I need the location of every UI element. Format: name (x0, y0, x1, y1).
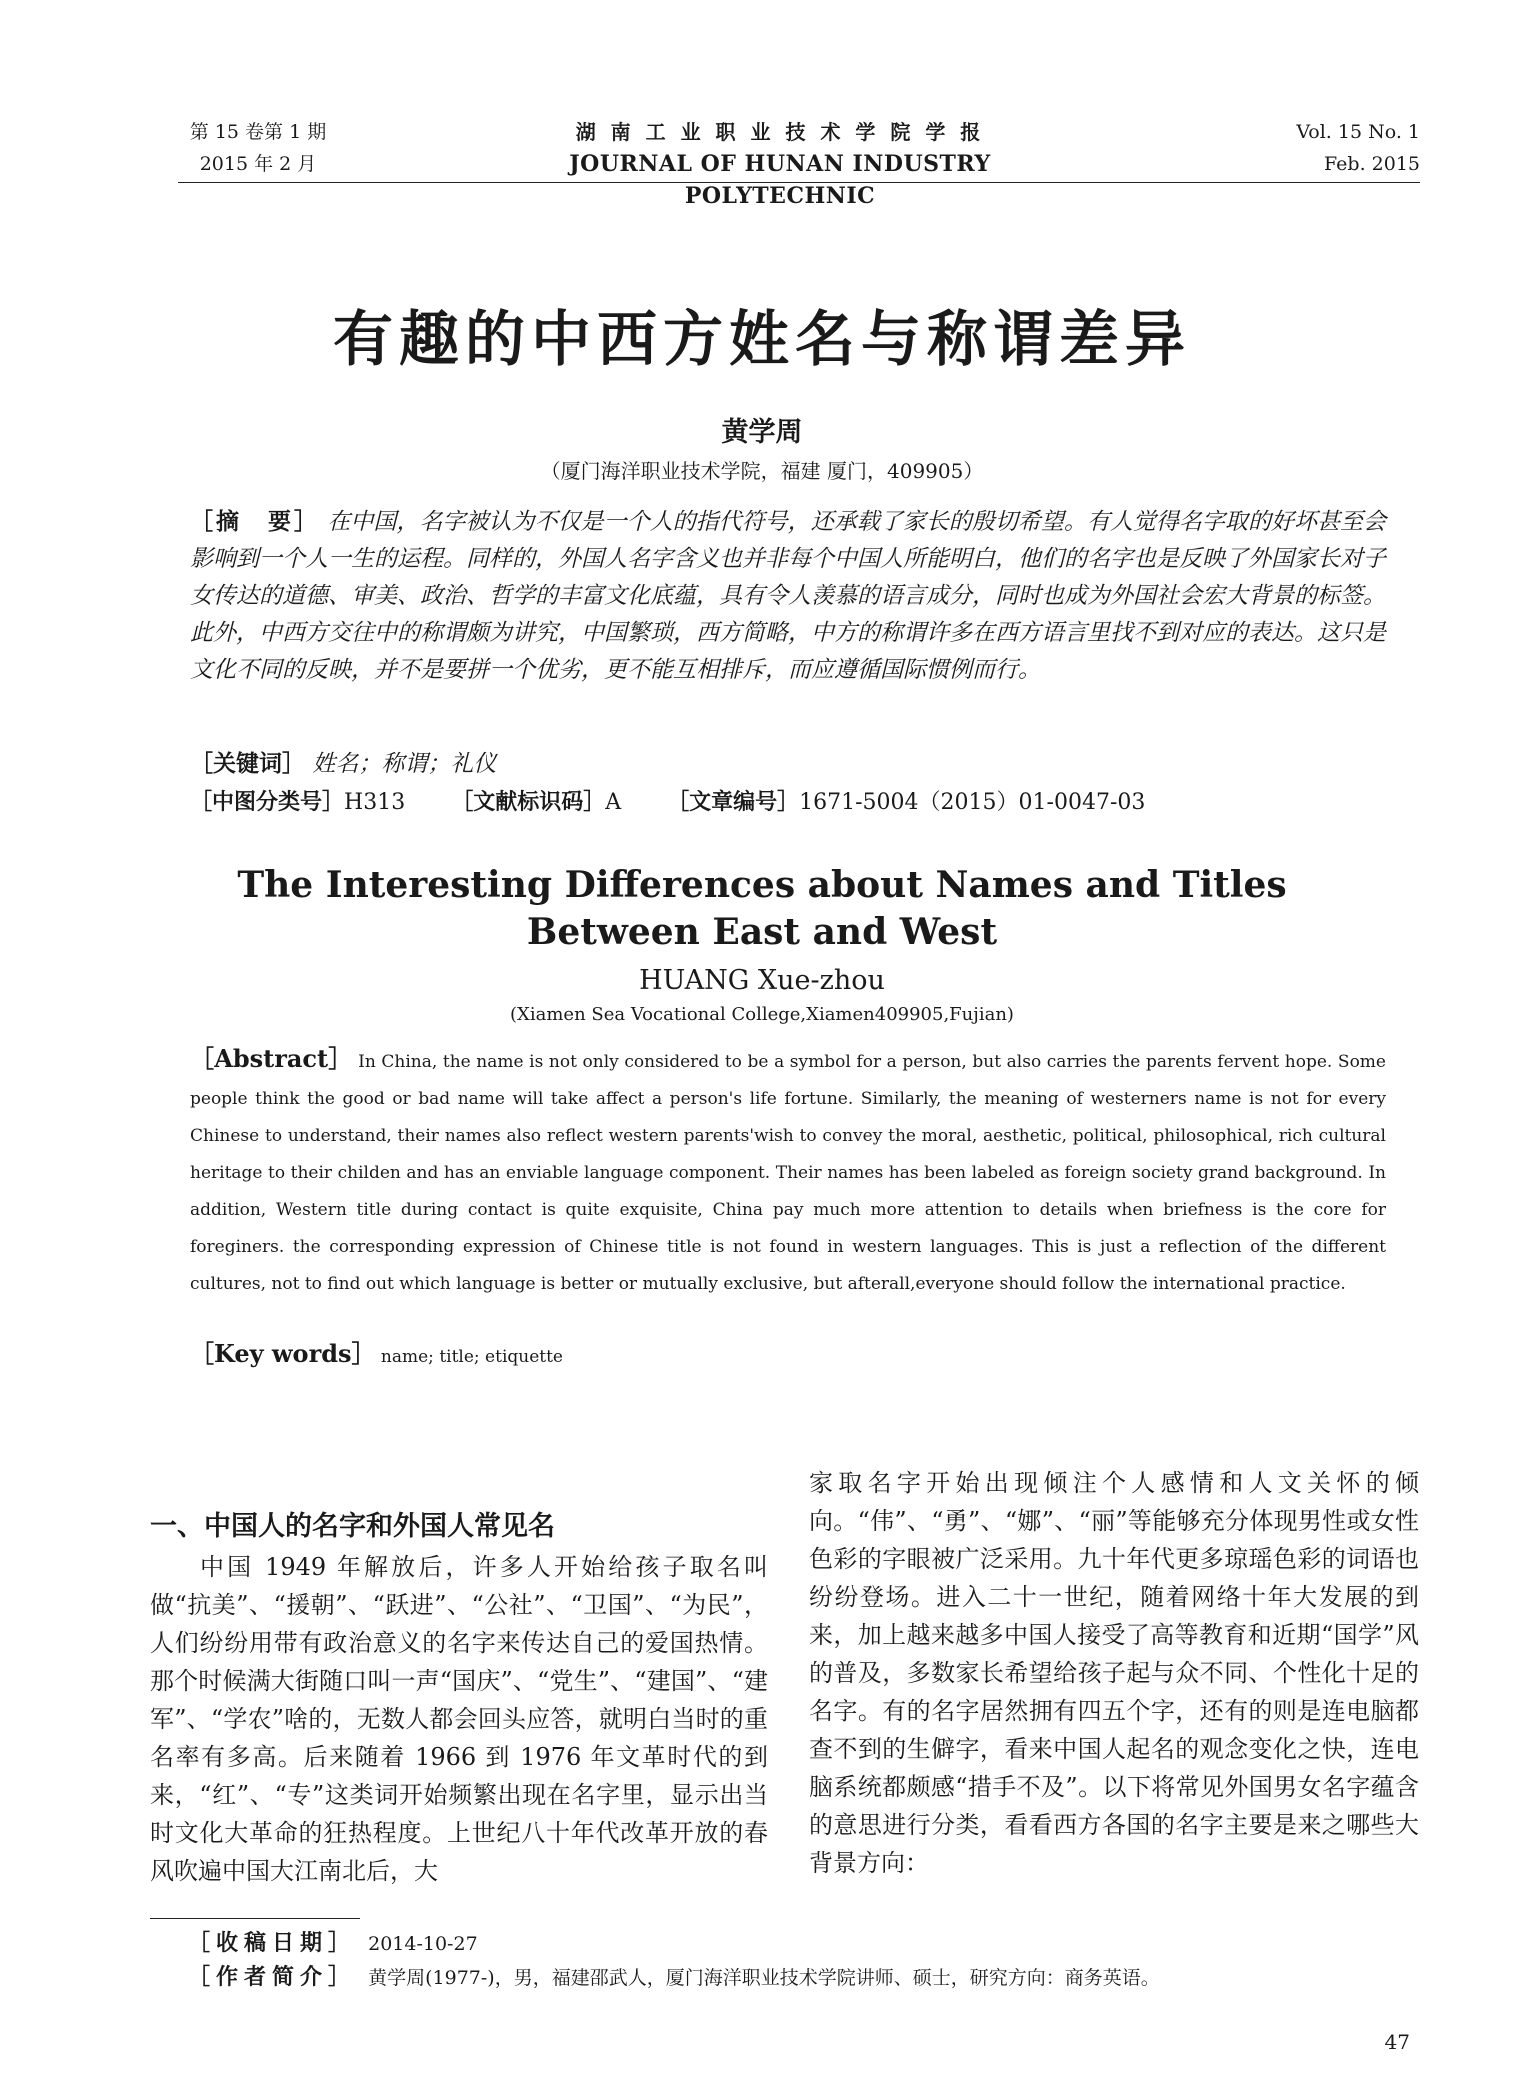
abstract-label-en: ［Abstract］ (190, 1044, 353, 1073)
doc-code-value: A (605, 790, 622, 815)
header-rule (178, 182, 1420, 183)
date-en: Feb. 2015 (1324, 153, 1420, 175)
body-right-column: 家取名字开始出现倾注个人感情和人文关怀的倾向。“伟”、“勇”、“娜”、“丽”等能够充分体现男性或女性色彩的字眼被广泛采用。九十年代更多琼瑶色彩的词语也纷纷登场。进入二十一世纪，随着网络十年大发展的到来，加上越来越多中国人接受了高等教育和近期“国学”风的普及，多数家长希望给孩子起与众不同、个性化十足的名字。有的名字居然拥有四五个字，还有的则是连电脑都查不到的生僻字，看来中国人起名的观念变化之快，连电脑系统都颇感“措手不及”。以下将常见外国男女名字蕴含的意思进行分类，看看西方各国的名字主要是来之哪些大背景方向： (809, 1469, 1419, 1877)
received-value: 2014-10-27 (368, 1933, 478, 1955)
affiliation-cn: （厦门海洋职业技术学院，福建 厦门，409905） (540, 459, 984, 483)
date-cn: 2015 年 2 月 (199, 153, 317, 175)
article-title-cn: 有趣的中西方姓名与称谓差异 (333, 305, 1191, 375)
footnote-author (188, 1962, 1418, 1994)
abstract-text-cn: 在中国，名字被认为不仅是一个人的指代符号，还承载了家长的殷切希望。有人觉得名字取的好坏甚至会影响到一个人一生的运程。同样的，外国人名字含义也并非每个中国人所能明白，他们的名字也是反映了外国家长对子女传达的道德、审美、政治、哲学的丰富文化底蕴，具有令人羡慕的语言成分，同时也成为外国社会宏大背景的标签。此外，中西方交往中的称谓颇为讲究，中国繁琐，西方简略，中方的称谓许多在西方语言里找不到对应的表达。这只是文化不同的反映，并不是要拼一个优劣，更不能互相排斥，而应遵循国际惯例而行。 (190, 509, 1387, 683)
keywords-cn (190, 746, 1386, 782)
classification-line (190, 785, 1386, 821)
title-en-line2: Between East and West (526, 911, 998, 953)
keywords-label-cn: ［关键词］ (190, 751, 305, 777)
title-en-line1: The Interesting Differences about Names and Titles (237, 864, 1287, 906)
body-left-column: 中国 1949 年解放后，许多人开始给孩子取名叫做“抗美”、“援朝”、“跃进”、“公社”、“卫国”、“为民”，人们纷纷用带有政治意义的名字来传达自己的爱国热情。那个时候满大街随口叫一声“国庆”、“党生”、“建国”、“建军”、“学农”啥的，无数人都会回头应答，就明白当时的重名率有多高。后来随着 1966 到 1976 年文革时代的到来，“红”、“专”这类词开始频繁出现在名字里，显示出当时文化大革命的狂热程度。上世纪八十年代改革开放的春风吹遍中国大江南北后，大 (150, 1553, 768, 1885)
abstract-en (190, 1040, 1386, 1303)
keywords-text-cn: 姓名；称谓；礼仪 (312, 751, 497, 777)
page-number: 47 (1384, 2030, 1410, 2054)
header-center (500, 116, 1060, 212)
article-no-label: ［文章编号］ (667, 790, 800, 815)
header-left (178, 116, 338, 180)
volume-en: Vol. 15 No. 1 (1296, 121, 1420, 143)
abstract-text-en: In China, the name is not only considered to be a symbol for a person, but also carries the parents fervent hope. Some people think the good or bad name will take affect a person's life fortune. Similarly, the meaning of westerners name is not for every Chinese to understand, their names also reflect western parents'wish to convey the moral, aesthetic, political, philosophical, rich cultural heritage to their childen and has an enviable language component. Their names has been labeled as foreign society grand background. In addition, Western title during contact is quite exquisite, China pay much more attention to details when briefness is the core for foreginers. the corresponding expression of Chinese title is not found in western languages. This is just a reflection of the different cultures, not to find out which language is better or mutually exclusive, but afterall,everyone should follow the international practice. (190, 1052, 1386, 1294)
footnote-received (188, 1928, 1418, 1960)
clc-label: ［中图分类号］ (190, 790, 345, 815)
author-en: HUANG Xue-zhou (639, 965, 885, 996)
clc-value: H313 (344, 790, 406, 815)
volume-cn: 第 15 卷第 1 期 (189, 121, 327, 143)
footnote-rule (150, 1918, 360, 1919)
keywords-label-en: ［Key words］ (190, 1339, 376, 1368)
article-title-en (0, 862, 1524, 956)
doc-code-label: ［文献标识码］ (451, 790, 606, 815)
header-right (1270, 116, 1420, 180)
abstract-label-cn: ［摘 要］ (190, 509, 321, 535)
journal-en: JOURNAL OF HUNAN INDUSTRY POLYTECHNIC (569, 151, 991, 209)
author-bio-label: ［作者简介］ (188, 1965, 357, 1990)
author-cn: 黄学周 (721, 417, 803, 448)
abstract-cn (190, 504, 1386, 689)
affiliation-en: (Xiamen Sea Vocational College,Xiamen409905,Fujian) (510, 1004, 1014, 1025)
section-heading: 一、中国人的名字和外国人常见名 (150, 1511, 555, 1542)
journal-cn: 湖 南 工 业 职 业 技 术 学 院 学 报 (575, 120, 985, 144)
article-no-value: 1671-5004（2015）01-0047-03 (799, 790, 1146, 815)
author-bio-value: 黄学周(1977-)，男，福建邵武人，厦门海洋职业技术学院讲师、硕士，研究方向：商务英语。 (368, 1967, 1160, 1989)
received-label: ［收稿日期］ (188, 1931, 357, 1956)
keywords-text-en: name; title; etiquette (380, 1347, 563, 1367)
keywords-en (190, 1336, 1386, 1375)
